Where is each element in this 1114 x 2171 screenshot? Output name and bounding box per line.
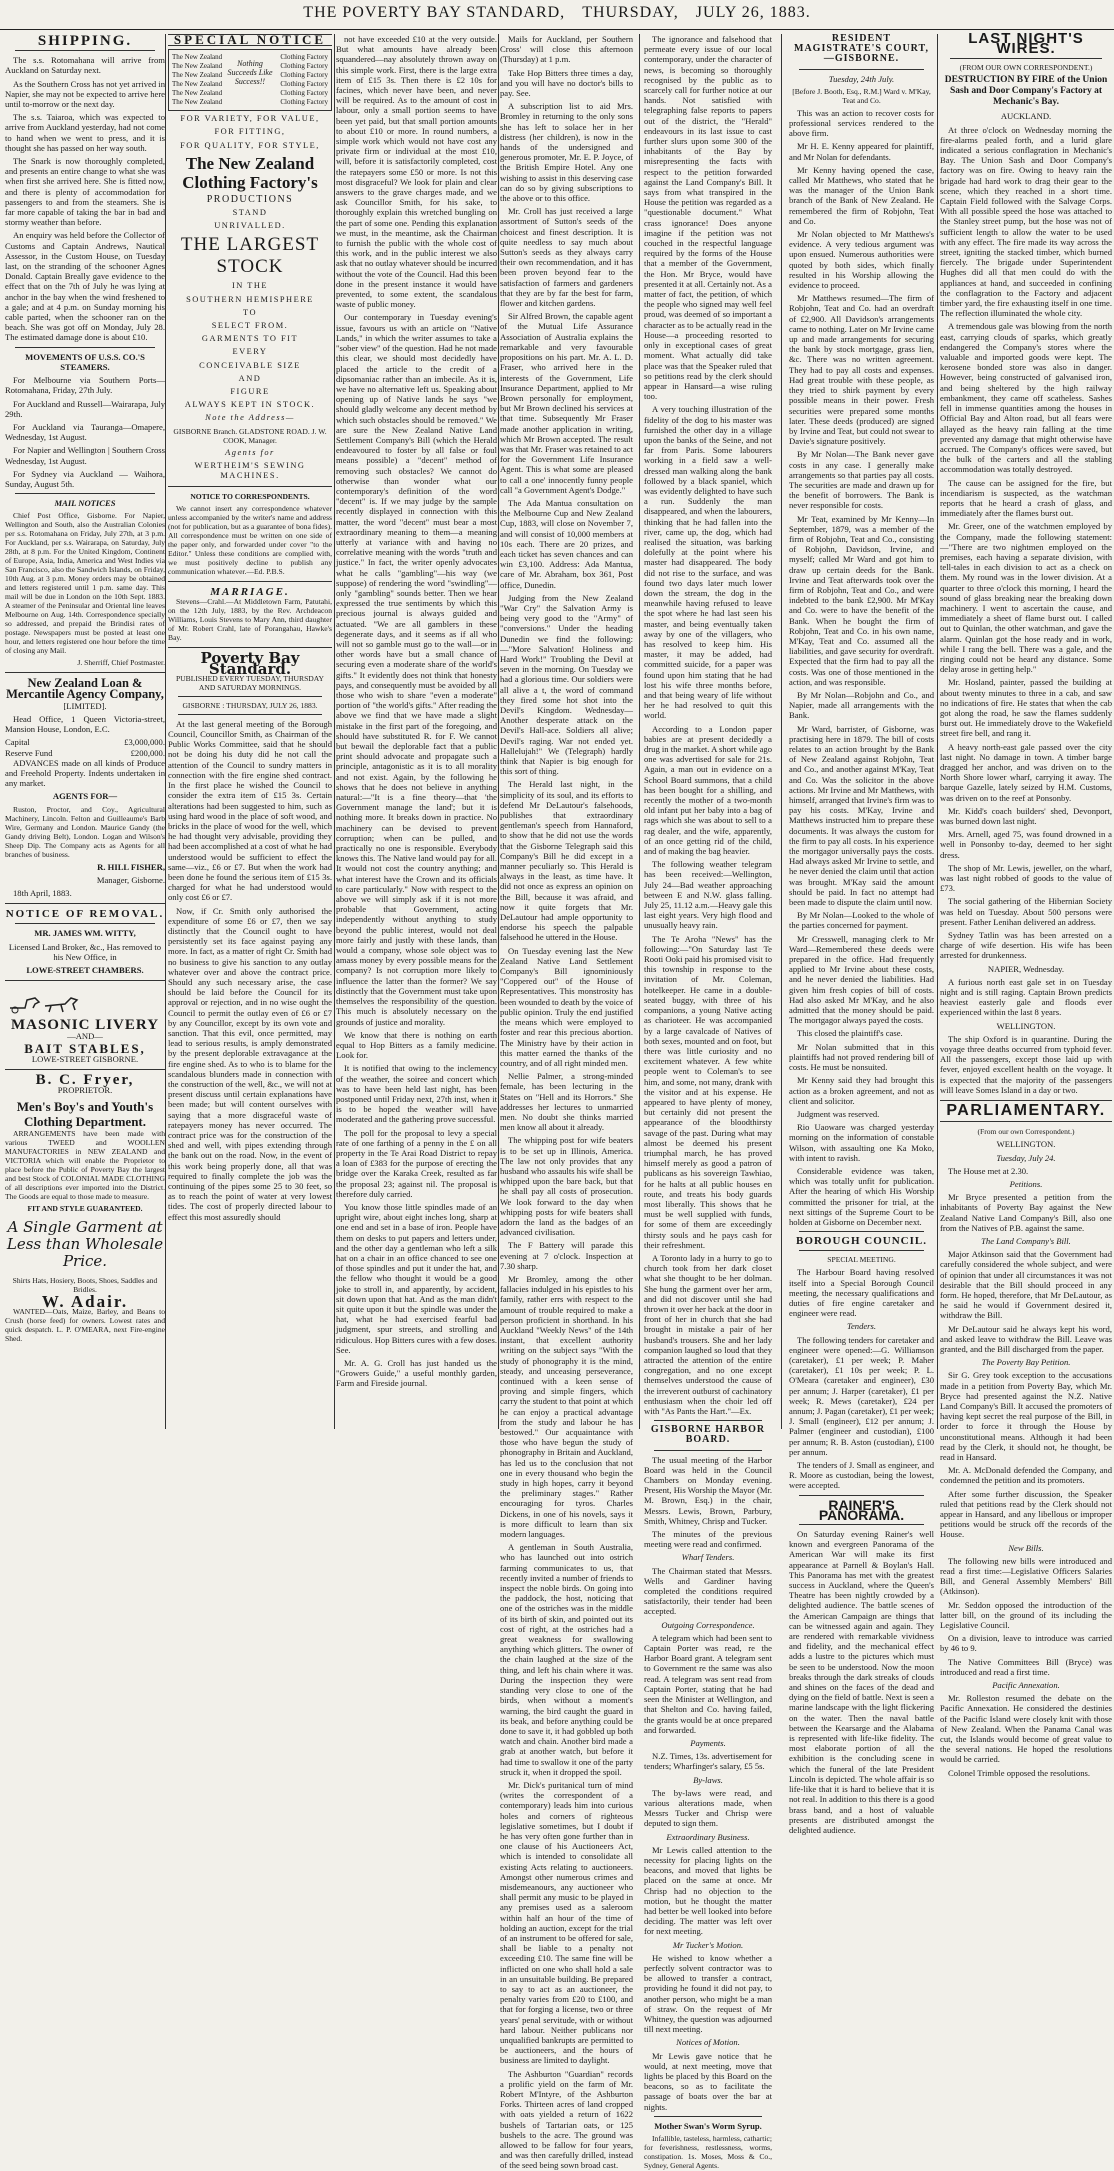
fryer-role: PROPRIETOR.: [57, 1085, 113, 1096]
masthead-date: JULY 26, 1883.: [695, 4, 811, 21]
payments-text: N.Z. Times, 13s. advertisement for tenders; Wharfinger's salary, £5 5s.: [644, 1751, 772, 1772]
nzcf-left-list: [172, 53, 227, 107]
paper-nameplate: Poverty Bay Standard.: [200, 649, 300, 678]
movement-item: For Auckland and Russell—Wairarapa, July 29th.: [5, 398, 165, 419]
ad-always: ALWAYS KEPT IN STOCK.: [184, 400, 316, 410]
parl-paragraph: Mr DeLautour said he always kept his word, and asked leave to withdraw the Bill. Leave was granted, and the Bill discharged from the paper.: [940, 1323, 1112, 1354]
column-court: [789, 33, 934, 1835]
news-paragraph: The Te Aroha "News" has the following:—"On Saturday last Te Rooti Ooki paid his promised visit to this township in response to the invitation of Mr. Coleman, hotelkeeper. He came in a double-seated buggy, with three of his companions, a young Native acting as charioteer. He was accompanied by a large cavalcade of Natives of both sexes, mounted and on foot, but there was little curiosity and no excitement whatever. A few white people went to Coleman's to see him, and some, not many, drank with the visitor and at his expense. He appeared to have plenty of money, but certainly did not present the appearance of the bloodthirsty savage of the past. During what may almost be deemed his present triumphal march, he has proved himself merely as good a patron of publicans as his sovereign Tawhiao, for he halts at all public houses en route, and treats his body guards most liberally. This shows that he must be well supplied with funds, for some of them are exceedingly thirsty souls and he pays cash for their refreshment.: [644, 933, 772, 1250]
column-advertisements-leader: [168, 34, 332, 1429]
shipping-paragraph: The s.s. Rotomahana will arrive from Auckland on Saturday next.: [5, 55, 165, 76]
nzcf-left-row: The New Zealand: [172, 89, 223, 98]
parl-subheading: New Bills.: [1008, 1542, 1044, 1553]
leader-paragraph: Now, if Cr. Smith only authorised the expenditure of some £6 or £7, then we say distinctly that the Council ought to have persistently set its face against paying any more. In fact, as a matter of right Cr. Smith had no business to give his sanction to any outlay whatever over and above the contract price. Should any such necessary arise, the case should be laid before the Council for its approval or rejection, and in no wise ought the Council to permit the outlay even of £6 or £7 by any Councillor, except by its own vote and sanction. That this evil, once permitted, may lead to serious results, is amply demonstrated by the present deplorable extravagance at the fire engine shed. As to who is to blame for the scandalous blunders made in connection with the construction of the well, &c., we will not at present discuss until certain explanations have been made; but will content ourselves with saying that a more disgraceful waste of ratepayers money has never occurred. The contract price was for the construction of the shed and well, with pipes extending through the bank out on the road. Now, in the event of this work being properly done, all that was required to finally complete the job was the continuing of the pipes some 25 to 30 feet, so as to reach the point of water at very lowest tides. The cost of properly directed labour to effect this most assuredly should: [168, 905, 332, 1222]
news-paragraph: A Toronto lady in a hurry to go to church took from her dark closet what she thought to be her dolman. She hung the garment over her arm, and did not discover until she had thrown it over her back at the door in front of her in church that she had brought in mistake a pair of her husband's trousers. She and her lady companion laughed so loud that they attracted the attention of the entire congregation, and no one except themselves understood the cause of the irreverent outburst of cachinatory enthusiasm when the choir led off with "As Pants the Hart."—Ex.: [644, 1252, 772, 1417]
telegram-paragraph: The cause can be assigned for the fire, but incendiarism is suspected, as the watchman reports that he heard a crash of glass, and immediately after the flames burst out.: [940, 477, 1112, 519]
council-paragraph: The following tenders for caretaker and engineer were opened:—G. Williamson (caretaker), £1 per week; P. Maher (caretaker), £1 10s per week; P. L. O'Meara (caretaker and engineer), £30 per annum; J. Harper (caretaker), £1 per week; R. Mews (caretaker), £24 per annum; J. Pagan (caretaker), £1 per week; J. Small (engineer), £12 per annum; J. Palmer (engineer and custodian), £100 per annum; R. B. Aston (custodian), £100 per annum.: [789, 1334, 934, 1457]
column-rule: [781, 34, 782, 1429]
outgoing-heading: Outgoing Correspondence.: [661, 1619, 755, 1630]
news-paragraph: The Herald last night, in the simplicity of its soul, and its efforts to defend Mr DeLautour's falsehoods, publishes that extraordinary gentleman's speech from Hannaford, to show that he did not use the words that the Gisborne Telegraph said this Company's Bill he did except in a manner peculiarly so. This Herald is always in the least, as time have. It did not once as express an opinion on the Bill, because it was afraid, and now it quite forgets that Mr. DeLautour had ample opportunity to endorse his speech the palpable falsehood he uttered in the House.: [500, 779, 633, 943]
extra-business-text: Mr Lewis called attention to the necessity for placing lights on the beacons, and moved that lights be placed on the same at once. Mr Chrisp had no objection to the motion, but he thought the matter had better be well looked into before deciding. The matter was left over for next meeting.: [644, 1844, 772, 1937]
column-shipping: [5, 34, 165, 1429]
ad-quality: FOR QUALITY, FOR STYLE,: [180, 140, 320, 150]
masthead-day: THURSDAY,: [582, 4, 679, 21]
divider: [168, 486, 332, 487]
capital-label: Capital: [5, 737, 30, 748]
rm-court-heading: RESIDENT MAGISTRATE'S COURT,—GISBORNE.: [794, 33, 929, 65]
news-paragraph: Sir Alfred Brown, the capable agent of the Mutual Life Assurance Association of Australia explains the remarkable and very favourable propositions on his part. Mr. A. L. D. Fraser, who arrived here in the interests of the Government, Life Insurance Department, applied to Mr Brown personally for employment, but Mr Brown declined his services at that time. Subsequently Mr Fraser made another application in writing, which Mr Brown accepted. The result was that Mr. Fraser was retained to act for the Government Life Insurance Agent. This is what some are pleased to call a one' innocently funny people call "a Government Agent's Dodge.": [500, 311, 633, 495]
editorial-paragraph: not have exceeded £10 at the very outside. But what amounts have already been squandered—nay absolutely thrown away on this simple work. First, there is the large extra item of £15 3s. Then there is £2 10s for facines, which never have been, and never will be required. As to the amount of cost in labour, only a small portion seems to have been yet paid, but that small portion amounts to about £10 or more. In round numbers, a simple work which would not have cost any private firm or individual at the most £10, will, before it is satisfactorily completed, cost the ratepayers some £50 or more. Is not this most disgraceful? We look for plain and clear answers to the grave charges made, and we ask Councillor Smith, for his sake, to thoroughly explain this wretched bungling on the part of some one. Pending this explanation we must, in the meantime, ask the Chairman to furnish the public with the whole cost of this work, and in the public interest we also ask that no outlay whatever should be incurred without the vote of the Council. Had this been done in the present instance it would have prevented, to some extent, the scandalous waste of public money.: [336, 34, 497, 310]
court-paragraph: This closed the plaintiff's case.: [797, 1028, 903, 1039]
borough-council-heading: BOROUGH COUNCIL.: [796, 1235, 927, 1248]
news-paragraph: The following weather telegram has been received:—Wellington, July 24—Bad weather approaching between E and N.W. glass falling. July 25, 11.12 a.m.—Heavy gale this last eight years. Very high flood and unusually heavy rain.: [644, 859, 772, 931]
masonic-and: —AND—: [67, 1030, 103, 1041]
worm-syrup-text: Infallible, tasteless, harmless, cathartic; for feverishness, restlessness, worms, constipation. 1s. Moses, Moss & Co., Sydney, General Agents.: [644, 2134, 772, 2171]
rm-court-before: [Before J. Booth, Esq., R.M.] Ward v. M'Kay, Teat and Co.: [792, 86, 931, 105]
council-paragraph: The tenders of J. Small as engineer, and R. Moore as custodian, being the lowest, were accepted.: [789, 1460, 934, 1491]
court-paragraph: Mr Ward, barrister, of Gisborne, was practising here in 1879. The bill of costs relates to an action brought by the Bank of New Zealand against Robjohn, Teat and Co., and another against M'Kay, Teat and Co. Was the solicitor in the above actions. Mr Irvine and Mr Matthews, with himself, arranged that Irvine's firm was to pay his costs. M'Kay, Irvine and Matthews instructed him to prepare these documents. It was always the custom for the firm to pay all costs. In his experience the mortgagor universally pays the costs. Had always asked Mr Irvine to settle, and he never denied the claim until that action was brought. M'Kay said the amount should be paid. In fact no attempt had been made to dispute the claim until now.: [789, 723, 934, 908]
shipping-heading: SHIPPING.: [37, 33, 133, 49]
ad-garments: GARMENTS TO FIT: [201, 334, 299, 344]
mail-notices-signature: J. Sherriff, Chief Postmaster.: [77, 658, 165, 668]
telegram-paragraph: Mr. Hosland, painter, passed the building at about twenty minutes to three in a cab, and saw no indications of fire. He states that when the cab got along the road, he saw the flames suddenly burst out. He immediately drove to the Wakefield street fire bell, and rang it.: [940, 677, 1112, 739]
local-news-right: [639, 34, 772, 2171]
witty-place: LOWE-STREET CHAMBERS.: [26, 964, 144, 975]
movement-item: For Sydney via Auckland — Waihora, Sunday, August 5th.: [5, 468, 165, 489]
ad-in-the: IN THE: [231, 281, 269, 291]
leader-dateline: GISBORNE : THURSDAY, JULY 26, 1883.: [182, 700, 318, 710]
divider: [15, 923, 155, 924]
divider: [799, 69, 924, 70]
telegram-paragraph: At three o'clock on Wednesday morning the fire-alarms pealed forth, and a lurid glare indicated a serious conflagration in Mechanic's Bay. The Union Sash and Door Company's factory was on fire. Owing to heavy rain the brigade had hard work to drag their gear to the scene, which they reached in a short time. Captain Field followed with the Salvage Corps. With all possible speed the hose was attached to the Stanley street pump, but the hose was not of sufficient length to allow the water to be used with any effect. The fire made its way across the street, igniting the stacked timber, which burned fiercely. The brigade under Superintendent Hughes did all that men could do with the appliances at hand, and succeeded in confining the conflagration to the Factory and adjacent timber yard, the fire exhausting itself in one time. The reflection illuminated the whole city.: [940, 124, 1112, 319]
editorial-paragraph: We know that there is nothing on earth equal to Hop Bitters as a family medicine. Look for.: [336, 1029, 497, 1061]
manager-name: R. HILL FISHER,: [97, 861, 165, 872]
ad-select: SELECT FROM.: [211, 321, 289, 331]
telegram-paragraph: Mrs. Arnell, aged 75, was found drowned in a well in Ponsonby to-day, deemed to her sight dress.: [940, 829, 1112, 860]
payments-heading: Payments.: [690, 1737, 726, 1748]
wellington-dateline: WELLINGTON.: [996, 1020, 1056, 1031]
court-paragraph: Judgment was reserved.: [797, 1108, 880, 1119]
bylaws-heading: By-laws.: [693, 1774, 723, 1785]
news-paragraph: According to a London paper babies are at present decidedly a drug in the market. A short while ago one was advertised for sale for 21s. Again, a man out in evidence on a School Board summons, that a child has been bought for a shilling, and recently the mother of a two-month old infant put her baby into a bag of rags which she was about to sell to a rag dealer, and the wife, apparently, of an once getting rid of the child, and of making the bag heavier.: [644, 723, 772, 857]
notices-motion-text: Mr Lewis gave notice that he would, at next meeting, move that lights be placed by this Board on the beacons, so as to facilitate the passage of boats over the bar at nights.: [644, 2050, 772, 2112]
divider: [178, 714, 322, 715]
tucker-motion-text: He wished to know whether a perfectly solvent contractor was to be allowed to transfer a contract, providing he found it did not pay, to another person, who might be a man of straw. On the request of Mr Whitney, the question was adjourned till next meeting.: [644, 1952, 772, 2035]
column-editorial: [336, 34, 497, 1429]
horse-carriage-icon: [5, 990, 85, 1014]
court-paragraph: This was an action to recover costs for professional services rendered to the above firm.: [789, 107, 934, 139]
divider: [940, 1100, 1112, 1101]
parl-paragraph: Mr. Rolleston resumed the debate on the Pacific Annexation. He considered the destinies of the Pacific Island were closely knit with those of New Zealand. When the Panama Canal was cut, the Islands would become of great value to the several nations. He hoped the resolutions would be carried.: [940, 1693, 1112, 1765]
telegram-paragraph: Sydney Tatlin was has been arrested on a charge of wife desertion. His wife has been arrested for drunkenness.: [940, 930, 1112, 961]
nzcf-left-row: The New Zealand: [172, 80, 223, 89]
column-telegrams: [940, 30, 1112, 1778]
ad-unrivalled: UNRIVALLED.: [214, 221, 286, 231]
court-paragraph: Mr H. E. Kenny appeared for plaintiff, and Mr Nolan for defendants.: [789, 141, 934, 162]
divider: [654, 1420, 762, 1421]
advances-text: ADVANCES made on all kinds of Produce and Freehold Property. Indents undertaken in any market.: [5, 757, 165, 789]
council-tenders-heading: Tenders.: [846, 1321, 877, 1332]
divider: [178, 696, 322, 697]
news-paragraph: Judging from the New Zealand "War Cry" the Salvation Army is being very good to the "Army" of "conversions." Under the heading Dunedin we find the following:—"More Salvation! Holiness and Hard Work!" Troubling the Devil at seven in the morning. On Tuesday we had a glorious time. Our soldiers were all alive a t, the word of command they fired some hot shot into the Devil's Kingdom. Wednesday—Another desperate attack on the Devil's Hall-ace. Soldiers all alive; Devil's raging. War not ended yet. Hallelujah!" We (Telegraph) hardly think that Napier is big enough for this sort of thing.: [500, 592, 633, 777]
parl-paragraph: The following new bills were introduced and read a first time:—Legislative Officers Salaries Bill, and General Assembly Members' Bill (Atkinson).: [940, 1555, 1112, 1597]
court-paragraph: Mr Nolan submitted that in this plaintiffs had not proved rendering bill of costs. He must be nonsuited.: [789, 1041, 934, 1073]
last-nights-wires-heading: LAST NIGHT'S WIRES.: [968, 30, 1084, 58]
court-paragraph: Rio Uaoware was charged yesterday morning on the information of constable Wilson, with assaulting one Ka Moko, with intent to ravish.: [789, 1122, 934, 1163]
parl-wellington: WELLINGTON.: [996, 1139, 1056, 1150]
special-notice-heading: SPECIAL NOTICE: [168, 34, 332, 46]
nzcf-right-list: [273, 53, 328, 107]
ad-stand: STAND: [232, 208, 268, 218]
ad-every: EVERY: [232, 347, 268, 357]
news-paragraph: On Tuesday evening last the New Zealand Native Land Settlement Company's Bill ignominiously "Coppered out" of the House of Representatives. This monstrosity has been wounded to death by the voice of public opinion. Truly the end justified the means which were employed to foster and rear this precious abortion. The Ministry have by their action in this matter earned the thanks of the country, and of all right minded men.: [500, 945, 633, 1068]
shipping-paragraph: An enquiry was held before the Collector of Customs and Captain Andrews, Nautical Assessor, in the Custom House, on Tuesday last, on the stranding of the schooner Agnes Donald. Captain Breally gave evidence to the effect that on the 7th of July he was lying at anchor in the bay when the wind freshened to a gale; and at 4 p.m. on Sunday morning his cable parted, when the schooner ran on the beach. She was got off on Monday, July 28. The estimated damage done is about £10.: [5, 230, 165, 343]
witty-text: Licensed Land Broker, &c., Has removed to his New Office, in: [8, 941, 162, 962]
agents-heading: AGENTS FOR—: [52, 791, 118, 802]
loan-office: Head Office, 1 Queen Victoria-street, Mansion House, London, E.C.: [5, 713, 165, 735]
court-paragraph: Considerable evidence was taken, which was totally unfit for publication. After the hearing of which His Worship committed the prisoner for trial, at the next sittings of the Supreme Court to be holden at Gisborne on December next.: [789, 1165, 934, 1227]
masthead: [0, 0, 1114, 30]
fryer-name: B. C. Fryer,: [35, 1072, 135, 1089]
harbour-board-heading: GISBORNE HARBOR BOARD.: [650, 1424, 766, 1446]
divider: [5, 672, 165, 673]
parl-paragraph: On a division, leave to introduce was carried by 46 to 9.: [940, 1633, 1112, 1654]
telegram-paragraph: Mr. Kidd's coach builders' shed, Devonport, was burned down last night.: [940, 805, 1112, 827]
nzcf-left-row: The New Zealand: [172, 98, 223, 107]
wanted-notice: WANTED—Oats, Maize, Barley, and Beans to Crush (horse feed) for owners. Lowest rates and quick despatch. L. P. O'MEARA, next Fire-engine Shed.: [5, 1306, 165, 1343]
auckland-dateline: AUCKLAND.: [1000, 111, 1052, 122]
masonic-place: LOWE-STREET GISBORNE.: [31, 1054, 139, 1064]
branch-address: GISBORNE Branch. GLADSTONE ROAD. J. W. COOK, Manager.: [173, 426, 327, 445]
council-paragraph: The Harbour Board having resolved itself into a Special Borough Council meeting, the necessary qualifications and duties of fire engine caretaker and engineer were read.: [789, 1267, 934, 1319]
divider: [15, 347, 155, 348]
parl-date: Tuesday, July 24.: [996, 1152, 1056, 1163]
divider: [5, 980, 165, 981]
ad-variety: FOR VARIETY, FOR VALUE,: [180, 114, 320, 124]
marriage-heading: MARRIAGE.: [210, 586, 290, 599]
divider: [799, 1250, 924, 1251]
column-rule: [937, 34, 938, 1429]
ad-hemisphere: SOUTHERN HEMISPHERE: [186, 294, 314, 304]
column-local-news: [500, 34, 772, 2171]
reserve-value: £200,000.: [130, 747, 165, 758]
reserve-row: [5, 748, 165, 758]
court-paragraph: Mr Kenny said they had brought this action as a broken agreement, and not as client and solicitor.: [789, 1075, 934, 1106]
mens-clothing-heading: Men's Boy's and Youth's Clothing Department.: [16, 1098, 154, 1129]
parl-paragraph: The Native Committees Bill (Bryce) was introduced and read a first time.: [940, 1656, 1112, 1677]
napier-text: A furious north east gale set in on Tuesday night and is still raging. Captain Brown predicts heaviest easterly gale and floods ever experienced within the last 8 years.: [940, 976, 1112, 1018]
movement-item: For Napier and Wellington | Southern Cross Wednesday, 1st August.: [5, 445, 165, 466]
parliamentary-heading: PARLIAMENTARY.: [946, 1102, 1106, 1120]
court-paragraph: Mr Cresswell, managing clerk to Mr Ward—Remembered these deeds were prepared in the office. Had frequently applied to Mr Irvine about these costs, and he never denied the liabilities. Had given him fresh copies of bill of costs. Had also asked Mr M'Kay, and he also admitted that the money should be paid. The mortgagor always payed the costs.: [789, 933, 934, 1026]
divider: [940, 1121, 1112, 1122]
news-paragraph: The Ashburton "Guardian" records a prolific yield on the farm of Mr. Robert M'Intyre, of the Ashburton Forks. Thirteen acres of land cropped with oats yielded a return of 1622 bushels of Tartarian oats, or 125 bushels to the acre. The ground was allowed to be fallow for four years, and was then carefully drilled, instead of the seed being sown broad cast.: [500, 2068, 633, 2171]
rm-court-date: Tuesday, 24th July.: [828, 73, 895, 84]
rainer-panorama-heading: RAINER'S PANORAMA.: [818, 1496, 905, 1523]
movement-item: For Auckland via Tauranga—Omapere, Wednesday, 1st August.: [5, 421, 165, 443]
divider: [15, 50, 155, 51]
ad-conceivable: CONCEIVABLE SIZE: [199, 360, 301, 370]
leader-paragraph: At the last general meeting of the Borough Council, Councillor Smith, as Chairman of the Public Works Committee, said that he should not be doing his duty did he not call the attention of the Council to sundry matters in connection with the fire engine shed contract. In the first place he wished the Council to consider the extra item of £15 3s. Certain alterations had been suggested to him, such as using hard wood in the place of soft wood, and bricks in the place of wood for the well, which he had thought very advisable, providing they had been accomplished at a cost of what he had understood would be sufficient to effect the same—viz., £6 or £7. But when the work had been done he found the serious item of £15 3s. charged for what he had understood would only cost £6 or £7.: [168, 718, 332, 903]
court-paragraph: By Mr Nolan—Looked to the whole of the parties concerned for payment.: [789, 910, 934, 931]
editorial-paragraph: The poll for the proposal to levy a special rate of one farthing of a penny in the £ on all property in the Te Arai Road District to repay a loan of £383 for the purpose of erecting the bridge over the Karaka Creek, resulted as far the proposal 23; against nil. The proposal is therefore duly carried.: [336, 1127, 497, 1199]
single-garment-slogan: A Single Garment at Less than Wholesale Price.: [6, 1217, 164, 1270]
agents-text: Ruston, Proctor, and Coy., Agricultural Machinery, Lincoln. Felton and Guilleaume's Barb Wire, Germany and London. Maurice Gandy (the Gandy driving Belt), London. Logan and Wilson's Sheep Dip. The Company acts as Agents for all branches of business.: [5, 804, 165, 859]
nzcf-right-row: Clothing Factory: [280, 71, 328, 80]
napier-dateline: NAPIER, Wednesday.: [987, 963, 1065, 974]
wharf-tenders-heading: Wharf Tenders.: [681, 1552, 735, 1563]
telegram-paragraph: Mr. Greer, one of the watchmen employed by the Company, made the following statement:—"There are two nightmen employed on the premises, each having a separate division, with tell-tales in each division to act as a check on them. My round was in the lower division. At a quarter to three o'clock this morning, I heard the sound of glass breaking near the breaking down machinery. I went to ascertain the cause, and immediately a sheet of flame burst out. I called out to Quinlan, the other watchman, and gave the alarm. Quinlan got the hose ready and in work, while I rang the bell. There was a gale, and the ringing could not be heard any distance. Some delay arose in getting help.": [940, 521, 1112, 675]
news-paragraph: Mr. Dick's puritanical turn of mind (writes the correspondent of a contemporary) leads him into curious holes and corners of righteous legislative sometimes, but I doubt if he has very often gone further than in one clause of his Auctioneers Act, which is intended to consolidate all existing Acts relating to auctioneers. Amongst other numerous crimes and misdemeanours, any auctioneer who shall permit any music to be played in any premises used as a saleroom within half an hour of the time of holding an auction, except for the trial of an instrument to be offered for sale, shall be liable to a penalty not exceeding £10. The same fine will be inflicted on one who shall hold a sale in an unsuitable building. Be prepared to say to act as an auctioneer, the penalty varies from £20 to £100, and that for forging a license, two or three years' penal servitude, with or without hard labour. Neither publicans nor unqualified bankrupts are permitted to be auctioneers, and the hours of business are limited to daylight.: [500, 1779, 633, 2066]
masonic-bait: BAIT STABLES,: [24, 1040, 146, 1056]
editorial-paragraph: Our contemporary in Tuesday evening's issue, favours us with an article on "Native Lands," in which the writer assumes to take a "sober view" of the question. Had he not made this clear, we should most decidedly have placed the article to the credit of a dipsomaniac rather than an imbecile. As it is, we have no alternative left us. Speaking about opening up of Native lands he says "we should gladly welcome any decent method by which such obstacles should be removed." We are sure the New Zealand Native Land Settlement Company's Bill (which the Herald endeavoured to foster by all false or foul means possible) a "decent" method of removing such obstacles? We cannot do otherwise than wonder what our contemporary's definition of the word "decent" is. If we may judge by the sample recently displayed in connection with this matter, the word "decent" must bear a most extraordinary meaning to them—a meaning utterly at variance with and having no correlative meaning with the words "truth and justice." In fact, the writer openly advocates what he calls "gambling"—his way (we suppose) of rendering the word "swindling"—only "gambling" sounds better. Then we hear expressed the true sentiments by which this precious journal is always guided and actuated. "We are all gamblers in these degenerate days, and it seems as if all who will not so gamble must go to the wall—or in other words have but a small chance of securing even a moderate share of the world's gifts." It evidently does not think that honesty pays, and consequently must be avoided by all those who wish to share "even a moderate" portion of "the world's gifts." After reading the above we find that we have made a slight mistake in the first part of the foregoing, and should have substituted R. for F. We cannot but bewail the deplorable fact that a public print should advocate and propagate such a principle, antagonistic as it is to all morality and not exist. Again, by the following he shows that he does not believe in anything natural:—"It is a fine theory—that 'the Government manage the land'; but it is nothing more. It breaks down in practice. No machinery can be devised to prevent corruption; when can be pulled, and practically no one is responsible. Everybody knows this. The Native land would pay for all. It would not cost the country anything; and what interest have the Crown and its officials to care particularly." Now with respect to the above we will simply ask if it is not more probable that Government, acting independently without anything to study beyond the public interest, would not deal more fairly and justly with these lands, than would a company, whose sole object was to amass money by every possible means for the company? Is not corruption more likely to influence the latter than the former? We say distinctly that the Government must take upon themselves the responsibility of the question. This much is absolutely necessary on the grounds of justice and morality.: [336, 312, 497, 1027]
parl-correspondent: (From our own Correspondent.): [977, 1127, 1075, 1137]
ad-wertheim: WERTHEIM'S SEWING MACHINES.: [194, 460, 306, 481]
telegram-paragraph: The social gathering of the Hibernian Society was held on Tuesday. About 500 persons were present. Father Lenihan delivered an address.: [940, 896, 1112, 927]
ad-and: AND: [238, 373, 262, 383]
publication-schedule: PUBLISHED EVERY TUESDAY, THURSDAY AND SATURDAY MORNINGS.: [175, 673, 325, 692]
movements-heading: MOVEMENTS OF U.S.S. CO.'S STEAMERS.: [25, 351, 145, 372]
divider: [799, 1231, 924, 1232]
news-paragraph: Take Hop Bitters three times a day, and you will have no doctor's bills to pay. See.: [500, 67, 633, 99]
court-paragraph: Mr Nolan objected to Mr Matthews's evidence. A very tedious argument was upon ensued. Numerous authorities were quoted by both sides, which finally resulted in his Worship allowing the evidence to proceed.: [789, 229, 934, 291]
loan-company-heading: New Zealand Loan & Mercantile Agency Company,: [6, 676, 164, 701]
court-paragraph: Mr Kenny having opened the case, called Mr Matthews, who stated that he was the manager of the Union Bank branch of the Bank of New Zealand. He remembered the firm of Robjohn, Teat and Co.: [789, 164, 934, 226]
nzcf-right-row: Clothing Factory: [280, 98, 328, 107]
adair-name: W. Adair.: [41, 1291, 129, 1311]
divider: [5, 903, 165, 904]
bylaws-text: The by-laws were read, and various alterations made, when Messrs Tucker and Chrisp were deputed to sign them.: [644, 1787, 772, 1829]
news-paragraph: Mr. Croll has just received a large assortment of Sutton's seeds of the choicest and finest description. It is quite needless to say much about Sutton's seeds as they always carry their own recommendation, and it has been proven beyond fear to the satisfaction of farmers and gardeners that they are by far the best for farm, flower and kitchen gardens.: [500, 206, 633, 309]
column-rule: [165, 34, 166, 1429]
nzcf-title: The New Zealand Clothing Factory's: [182, 153, 318, 192]
parl-paragraph: Colonel Trimble opposed the resolutions.: [948, 1767, 1091, 1778]
court-paragraph: Mr Teat, examined by Mr Kenny—In September, 1879, was a member of the firm of Robjohn, Teat and Co., consisting of Robjohn, Davidson, Irvine, and myself; called Mr Ward and got him to draw up certain deeds for the Bank. Irvine and Teat afterwards took over the firm of Robjohn, Teat and Co., and were indebted to the bank £2,900. Mr M'Kay and Co. were to have the benefit of the Bank. When he bought the firm of Robjohn, Teat and Co. in his own name, M'Kay, Teat and Co. assumed all the liabilities, and gave security for overdraft. Expected that the firm had to pay all the costs. Was one of those mentioned in the action, and was responsible.: [789, 513, 934, 687]
court-paragraph: Mr Matthews resumed—The firm of Robjohn, Teat and Co. had an overdraft of £2,900. All Davidson's arrangements came to nothing. Later on Mr Irvine came up and made arrangements for securing the bank by stock mortgage, grass lien, &c. There was no written agreement. They had to pay all costs and expenses. Had great trouble with these people, as they tried to shirk payment by every possible means in their power. Fresh securities were prepared some months later. These deeds (produced) are signed by Irvine and Teat, but could not swear to Davie's signature positively.: [789, 293, 934, 447]
parl-paragraph: After some further discussion, the Speaker ruled that petitions read by the Clerk should not appear in Hansard, and any libellous or improper petitions would be struck off the records of the House.: [940, 1488, 1112, 1540]
ad-agents-for: Agents for: [225, 447, 275, 457]
parl-paragraph: Major Atkinson said that the Government had carefully considered the whole subject, and were of opinion that under all circumstances it was not desirable that the Bill should proceed in any form. He hoped, therefore, that Mr DeLautour, as he said he would if Government desired it, withdraw the Bill.: [940, 1249, 1112, 1321]
nzcf-right-row: Clothing Factory: [280, 53, 328, 62]
ad-note-address: Note the Address—: [205, 413, 295, 423]
divider: [5, 1069, 165, 1070]
divider: [168, 647, 332, 648]
mail-notices-text: Chief Post Office, Gisborne. For Napier, Wellington and South, also the Australian Colonies per s.s. Rotomahana on Friday, July 27th, at 3 p.m. For Auckland, per s.s. Wairarapa, on Saturday, July 28th, at 8 p.m. For the United Kingdom, Continent of Europe, Asia, India, America and West Indies via San Francisco, also the Sandwich Islands, on Friday, 10th Aug. at 3 p.m. Money orders may be obtained and letters registered until 1 p.m. same day. This mail will be due in London on the 10th Sept. 1883. A steamer of the Peninsular and Oriental line leaves Melbourne on Aug. 14th. Correspondence specially so addressed, and prepaid the Brindisi rates of postage. Newspapers must be posted at least one hour, and letters registered one hour before the time of closing any Mail.: [5, 511, 165, 656]
news-paragraph: Mails for Auckland, per Southern Cross' will close this afternoon (Thursday) at 1 p.m.: [500, 34, 633, 65]
notices-motion-heading: Notices of Motion.: [676, 2037, 740, 2048]
largest-stock-heading: THE LARGEST STOCK: [180, 234, 320, 278]
nzcf-motto: Nothing Succeeds Like Success!!: [227, 59, 273, 87]
divider: [15, 493, 155, 494]
nzcf-right-row: Clothing Factory: [280, 80, 328, 89]
shipping-paragraph: The Snark is now thoroughly completed, and presents an entire change to what she was when first she arrived here. She is fitted now, and there is plenty of accommodation for passengers to and from the steamers. She is far more capable of taking the bar in bad and stormy weather than before.: [5, 156, 165, 228]
manager-role: Manager, Gisborne.: [96, 874, 165, 885]
news-paragraph: Mr Bromley, among the other fallacies indulged in his epistles to his family, rather errs with respect to the amount of trouble required to make a person proficient in shorthand. In his Auckland "Weekly News" of the 14th instant, that excellent authority writing on the subject says "With the study of phonography it is the mind, steady, and unceasing perseverance, continued with a keen sense of proving and simple fingers, which carry the student to that point at which he can enjoy a practical advantage from the study and labour he has bestowed." Our acquaintance with those who have begun the study of phonography in Britain and Auckland, has led us to the conclusion that not one in every thousand who begin the study in high hopes, carry it beyond the preliminary stages." Rather encouraging for tyros. Charles Dickens, in one of his novels, says it is more difficult to learn than six modern languages.: [500, 1273, 633, 1540]
nzcf-table-body: [172, 53, 328, 107]
mail-notices-heading: MAIL NOTICES: [54, 498, 116, 509]
news-paragraph: The F Battery will parade this evening at 7 o'clock. Inspection at 7.30 sharp.: [500, 1240, 633, 1271]
outgoing-text: A telegram which had been sent to Captain Porter was read, re the Harbor Board grant. A telegram sent to Government re the same was also read. A telegram was sent read from Captain Porter, stating that he had seen the Minister at Wellington, and that Shelton and Co. having failed, the grants would be at once prepared and forwarded.: [644, 1632, 772, 1735]
editorial-paragraph: Mr. A. G. Croll has just handed us the "Growers Guide," a useful monthly garden, Farm and Fireside journal.: [336, 1358, 497, 1389]
parl-subheading: The Land Company's Bill.: [981, 1235, 1071, 1246]
nzcf-left-row: The New Zealand: [172, 53, 223, 62]
fire-headline: DESTRUCTION BY FIRE of the Union Sash and Door Company's Factory at Mechanic's Bay.: [944, 75, 1108, 108]
harbour-paragraph: The usual meeting of the Harbor Board was held in the Council Chambers on Monday evening. Present, His Worship the Mayor (Mr. M. Brown, Esq.) in the chair, Messrs. Lewis, Brown, Parbury, Smith, Whitney, Chrisp and Tucker.: [644, 1454, 772, 1526]
divider: [654, 2116, 762, 2117]
parl-paragraph: Mr Bryce presented a petition from the inhabitants of Poverty Bay against the New Zealand Native Land Company's Bill, also one from the Natives of P.B. against the same.: [940, 1192, 1112, 1233]
wharf-tenders-text: The Chairman stated that Messrs. Wells and Gardiner having completed the conditions required satisfactorily, their tender had been accepted.: [644, 1565, 772, 1617]
worm-syrup-heading: Mother Swan's Worm Syrup.: [654, 2120, 762, 2131]
ad-fitting: FOR FITTING,: [214, 127, 286, 137]
news-paragraph: A subscription list to aid Mrs. Bromley in returning to the only sons she has left to solace her in her distress (her children), is now in the hands of the undersigned and generous promoter, Mr. E. P. Joyce, of the British Empire Hotel. Any one wishing to assist in this deserving case can do so by giving subscriptions to the above or to this office.: [500, 101, 633, 204]
loan-limited: [LIMITED].: [63, 700, 107, 711]
telegram-paragraph: A heavy north-east gale passed over the city last night. No damage in town. A timber barge dragged her anchor, and was driven on to the North Shore lower wharf, carrying it away. The barque Gazelle, lately seized by H.M. Customs, was driven on to the reef at Ponsonby.: [940, 741, 1112, 803]
ad-to: TO: [242, 307, 257, 317]
parl-paragraph: The House met at 2.30.: [948, 1165, 1029, 1176]
movement-item: For Melbourne via Southern Ports—Rotomahana, Friday, 27th July.: [5, 375, 165, 396]
local-news-left: [500, 34, 633, 2171]
divider: [799, 1495, 924, 1496]
nzcf-right-row: Clothing Factory: [280, 62, 328, 71]
divider: [950, 58, 1102, 59]
reserve-label: Reserve Fund: [5, 747, 53, 758]
mens-clothing-text: ARRANGEMENTS have been made with various TWEED and WOOLLEN MANUFACTORIES in NEW ZEALAND and VICTORIA which will enable the Proprietor to place before the Public of Poverty Bay the largest and best Stock of COLONIAL MADE CLOTHING of all descriptions ever imported into the District. The Goods are equal to those made to measure.: [5, 1128, 165, 1201]
masonic-livery-heading: MASONIC LIVERY: [10, 1017, 160, 1034]
column-rule: [334, 34, 335, 1429]
news-paragraph: A very touching illustration of the fidelity of the dog to his master was furnished the other day in a village upon the banks of the Seine, and not far from Paris. Some labourers working in a field saw a well-dressed man walking along the bank followed by a black spaniel, which was evidently delighted to have such a run. Suddenly the man disappeared, and when the labourers, thinking that he had fallen into the river, came up, the dog, which had realised the situation, was barking dolefully at the point where his master had disappeared. The body did not rise to the surface, and was found two days later much lower down the stream, the dog in the meanwhile having refused to leave the spot where he had last seen his master, and being eventually taken away by one of the villagers, who has resolved to keep him. His master, it may be added, had committed suicide, for a paper was found upon him stating that he had lost his wife three months before, and that being weary of life without her he had resolved to quit this world.: [644, 404, 772, 721]
shipping-paragraph: The s.s. Taiaroa, which was expected to arrive from Auckland yesterday, had not come to hand when we went to press, and it is thought she has passed on her way south.: [5, 112, 165, 153]
telegram-paragraph: The shop of Mr. Lewis, jeweller, on the wharf, was last night robbed of goods to the value of £73.: [940, 862, 1112, 894]
shipping-paragraph: As the Southern Cross has not yet arrived in Napier, she may not be expected to arrive here until to-morrow or the next day.: [5, 78, 165, 110]
column-rule: [498, 34, 499, 1429]
editorial-paragraph: It is notified that owing to the inclemency of the weather, the soiree and concert which was to have been held last night, has been postponed until Friday next, 27th inst, when it is to be hoped the weather will have moderated and the gathering prove successful.: [336, 1063, 497, 1125]
extra-business-heading: Extraordinary Business.: [666, 1831, 750, 1842]
rainer-panorama-text: On Saturday evening Rainer's well known and evergreen Panorama of the American War will make its first appearance at Parnell & Boylan's Hall. This Panorama has met with the greatest success in Auckland, where the Queen's Theatre has been nightly crowded by a delighted audience. The battle scenes of the American Campaign are things that can be witnessed again and again. They are rendered with remarkable vividness and fidelity, and the mechanical effect adds a lustre to the pictures which must be seen to be understood. Now the moon breaks through the dark streaks of clouds and shines on the faces of the dead and dying on the field of battle. Next is seen a marine landscape with the light flickering on the water. Then the naval battle between the Kearsarge and the Alabama is represented with life-like fidelity. The most elaborate portion of all the exhibition is the concluding scene in which the funeral of the late President Lincoln is depicted. The whole affair is so life-like that it is hard to believe that it is not real. In addition to this there is a good brass band, and a host of valuable presents are distributed amongst the delighted audience.: [789, 1529, 934, 1835]
divider: [654, 1450, 762, 1451]
court-paragraph: By Mr Nolan—Robjohn and Co., and Napier, made all arrangements with the Bank.: [789, 689, 934, 721]
nzcf-ad-table: [168, 49, 332, 111]
telegram-paragraph: A tremendous gale was blowing from the north east, carrying clouds of sparks, which greatly endangered the Company's stores where the valuable and imported goods were kept. The kerosene bonded store was also in danger. However, being constructed of galvanised iron, and being sheltered by the high railway embankment, they came off scatheless. Sashes fell in immense quantities among the houses in Official Bay and Alton road, but all fears were allayed as the heavy rain falling at the time prevented any damage that might otherwise have accrued. The Company's offices were saved, but the bulk of the carters and all the stabling accommodation was totally destroyed.: [940, 321, 1112, 475]
nzcf-left-row: The New Zealand: [172, 62, 223, 71]
capital-row: [5, 737, 165, 747]
parl-subheading: The Poverty Bay Petition.: [981, 1357, 1071, 1368]
harbour-paragraph: The minutes of the previous meeting were read and confirmed.: [644, 1529, 772, 1550]
news-paragraph: The ignorance and falsehood that permeate every issue of our local contemporary, under the character of news, is becoming so thoroughly recognised by the public as to scarcely call for further notice at our hands. Not satisfied with telegraphing false reports to papers out of the district, the "Herald" endeavours in its last issue to cast further slurs upon some 300 of the inhabitants of the Bay by misrepresenting the facts with respect to the petition forwarded against the Land Company's Bill. It says from what transpired in the House the petition was regarded as a "questionable document." What crass ignorance! Does anyone imagine if the petition was not couched in the respectful language required by the forms of the House that a member of the Government, the Hon. Mr Bryce, would have presented it at all. Certainly not. As a matter of fact, the petition, of which the people who signed may well feel proud, was deemed of so important a character as to be actually read in the House—a proceeding resorted to only in exceptional cases of great moment. What actually did take place was that the Speaker ruled that so petitions read by the clerk should appear in Hansard—a wise ruling too.: [644, 34, 772, 402]
news-paragraph: The Ada Mantua consultation on the Melbourne Cup and New Zealand Cup, 1883, will close on November 7, and will consist of 10,000 members at 10s each. There are 20 prizes, and each ticket has seven chances and can win £3,100. Address: Ada Mantua, care of Mr. Abraham, box 361, Post office, Dunedin.: [500, 497, 633, 590]
marriage-text: Stevens—Crahl.—At Middletown Farm, Patutahi, on the 12th July, 1883, by the Rev. Archdeacon Williams, Louis Stevens to Mary Ann, third daughter of Mr. Robert Crahl, late of Porangahau, Hawke's Bay.: [168, 597, 332, 643]
tucker-motion-heading: Mr Tucker's Motion.: [672, 1939, 744, 1950]
divider: [168, 581, 332, 582]
ad-figure: FIGURE: [230, 387, 270, 397]
fit-guarantee: FIT AND STYLE GUARANTEED.: [27, 1203, 143, 1213]
editorial-paragraph: You know those little spindles made of an upright wire, about eight inches long, sharp at one end and set in a base of iron. People have them on desks to put papers and letters under, and the other day a gentleman who left a silk hat on a chair in an office chanced to see one of those spindles and put it under the hat, and the fellow who thought it would be a good joke to stroll in, and apparently, by accident, sit down upon that hat. And as the man didn't sit quite upon it but the spindle was under the hat, what he had exercised fearful bad judgment, spur streets, and strolling and ridiculous. Hop Bitters cures with a few doses. See.: [336, 1201, 497, 1355]
capital-value: £3,000,000.: [124, 737, 165, 748]
parl-subheading: Pacific Annexation.: [992, 1680, 1060, 1691]
nzcf-left-row: The New Zealand: [172, 71, 223, 80]
correspondents-text: We cannot insert any correspondence whatever unless accompanied by the writer's name and address (not for publication, but as a guarantee of bona fides). All correspondence must be written on one side of the paper only, and forwarded under cover "to the Editor." Unless these conditions are complied with, we must positively decline to publish any communication whatever.—Ed. P.B.S.: [168, 504, 332, 577]
correspondents-heading: NOTICE TO CORRESPONDENTS.: [190, 492, 310, 502]
nzcf-right-row: Clothing Factory: [280, 89, 328, 98]
news-paragraph: Nellie Palmer, a strong-minded female, has been lecturing in the States on "Hell and its Horrors." She addresses her lectures to unmarried men. No doubt she thinks married men know all about it already.: [500, 1071, 633, 1133]
wellington-text: The ship Oxford is in quarantine. During the voyage three deaths occurred from typhoid fever. All the passengers, except those laid up with fever, enjoyed excellent health on the voyage. It is expected that the majority of the passengers will leave Somes Island in a day or two.: [940, 1033, 1112, 1095]
masthead-paper-name: THE POVERTY BAY STANDARD,: [303, 4, 566, 21]
witty-name: MR. JAMES WM. WITTY,: [34, 928, 136, 939]
shirts-text: Shirts Hats, Hosiery, Boots, Shoes, Saddles and Bridles.: [12, 1275, 158, 1294]
parl-subheading: Petitions.: [1009, 1178, 1043, 1189]
ad-productions: PRODUCTIONS: [206, 193, 294, 205]
special-meeting-heading: SPECIAL MEETING.: [827, 1255, 896, 1265]
divider: [799, 1524, 924, 1525]
parl-paragraph: Sir G. Grey took exception to the accusations made in a petition from Poverty Bay, which Mr. Bryce had presented against the N.Z. Native Land Company's Bill. It accused the promoters of having kept secret the real purpose of the Bill, in order to force it through the House by unconstitutional means. Although it had been read by the Clerk, it should not, he thought, be read in Hansard.: [940, 1370, 1112, 1462]
news-paragraph: A gentleman in South Australia, who has launched out into ostrich farming communicates to us, that recently invited a number of friends to inspect the noble birds. On going into the paddock, the host, noticing that one of the ostriches was in the middle of its birth of skin, and pointed out its cost of right, at the ostriches had a great weakness for swallowing anything which glitters. The owner of the chain laughed at the size of the thing, and left his chain where it was. During the inspection they were standing very close to one of the birds, when without a moment's warning, the bird caught the guard in its beak, and before anything could be done to save it, it had gobbled up both watch and chain. Another bird made a grab at another watch, but before it had time to swallow it one of the party struck it, when it dropped the spoil.: [500, 1542, 633, 1777]
news-paragraph: The whipping post for wife beaters is to be set up in Illinois, America. The law not only provides that any husband who assaults his wife shall be whipped upon the bare back, but that he shall pay all costs of prosecution. We look forward to the day when whipping posts for wife beaters shall adorn the land as the badges of an advanced civilisation.: [500, 1135, 633, 1238]
court-paragraph: By Mr Nolan—The Bank never gave costs in any case. I generally make arrangements so that parties pay all costs. The securities are made and drawn up for the benefit of borrowers. The Bank is never responsible for costs.: [789, 449, 934, 511]
removal-heading: NOTICE OF REMOVAL.: [5, 908, 165, 921]
parl-paragraph: Mr. A. McDonald defended the Company, and condemned the petition and its promoters.: [940, 1465, 1112, 1486]
own-correspondent-label: (FROM OUR OWN CORRESPONDENT.): [959, 63, 1093, 73]
parl-paragraph: Mr. Seddon opposed the introduction of the latter bill, on the ground of its including the Legislative Council.: [940, 1599, 1112, 1631]
manager-date: 18th April, 1883.: [13, 887, 72, 898]
